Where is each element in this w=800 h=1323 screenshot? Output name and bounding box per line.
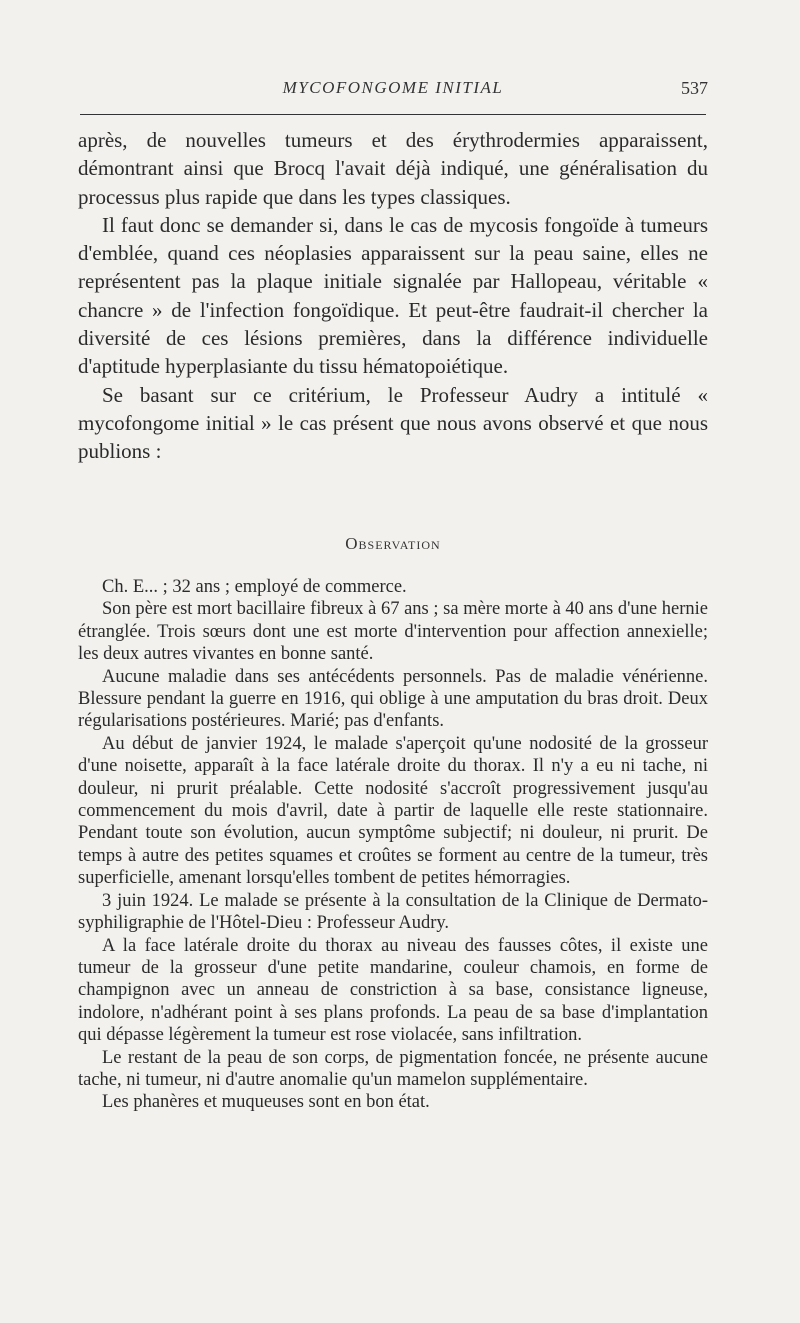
intro-paragraph: Se basant sur ce critérium, le Professeur Audry a intitulé « mycofongome initial » le cas présent que nous avons observé et que nous publions : bbox=[78, 382, 708, 464]
header-rule bbox=[80, 114, 706, 115]
observation-paragraph: Au début de janvier 1924, le malade s'aperçoit qu'une nodosité de la grosseur d'une noisette, apparaît à la face latérale droite du thorax. Il n'y a eu ni tache, ni douleur, ni prurit préalable. Cette nodosité s'accroît progressivement jusqu'au commencement du mois d'avril, date à partir de laquelle elle reste stationnaire. Pendant toute son évolution, aucun symptôme subjectif; ni douleur, ni prurit. De temps à autre des petites squames et croûtes se forment au centre de la tumeur, très superficielle, amenant lorsqu'elles tombent de petites hémorragies. bbox=[78, 733, 708, 889]
intro-paragraph: Il faut donc se demander si, dans le cas de mycosis fongoïde à tumeurs d'emblée, quand ces néoplasies apparaissent sur la peau saine, elles ne représentent pas la plaque initiale signalée par Hallopeau, véritable « chancre » de l'infection fongoïdique. Et peut-être faudrait-il chercher la diversité de ces lésions premières, dans la différence individuelle d'aptitude hyperplasiante du tissu hématopoiétique. bbox=[78, 212, 708, 379]
observation-heading: Observation bbox=[345, 534, 441, 553]
intro-section bbox=[78, 126, 708, 466]
observation-section bbox=[78, 576, 708, 1114]
observation-paragraph: Son père est mort bacillaire fibreux à 67 ans ; sa mère morte à 40 ans d'une hernie étranglée. Trois sœurs dont une est morte d'intervention pour affection annexielle; les deux autres vivantes en bonne santé. bbox=[78, 599, 708, 665]
observation-paragraph: Aucune maladie dans ses antécédents personnels. Pas de maladie vénérienne. Blessure pendant la guerre en 1916, qui oblige à une amputation du bras droit. Deux régularisations postérieures. Marié; pas d'enfants. bbox=[78, 666, 708, 732]
observation-paragraph: Ch. E... ; 32 ans ; employé de commerce. bbox=[102, 577, 407, 597]
observation-paragraph: 3 juin 1924. Le malade se présente à la consultation de la Clinique de Dermato-syphiligraphie de l'Hôtel-Dieu : Professeur Audry. bbox=[78, 890, 708, 934]
page-number: 537 bbox=[681, 78, 708, 98]
observation-paragraph: A la face latérale droite du thorax au niveau des fausses côtes, il existe une tumeur de la grosseur d'une petite mandarine, couleur chamois, en forme de champignon avec un anneau de constriction à sa base, consistance ligneuse, indolore, n'adhérant point à ses plans profonds. La peau de sa base d'implantation qui dépasse légèrement la tumeur est rose violacée, sans infiltration. bbox=[78, 935, 708, 1046]
page-header bbox=[78, 78, 708, 108]
observation-paragraph: Le restant de la peau de son corps, de pigmentation foncée, ne présente aucune tache, ni tumeur, ni d'autre anomalie qu'un mamelon supplémentaire. bbox=[78, 1047, 708, 1090]
running-title: MYCOFONGOME INITIAL bbox=[282, 78, 504, 97]
intro-paragraph-continued: après, de nouvelles tumeurs et des érythrodermies apparaissent, démontrant ainsi que Brocq l'avait déjà indiqué, une généralisation du processus plus rapide que dans les types classiques. bbox=[78, 128, 708, 209]
observation-paragraph: Les phanères et muqueuses sont en bon état. bbox=[102, 1092, 430, 1113]
